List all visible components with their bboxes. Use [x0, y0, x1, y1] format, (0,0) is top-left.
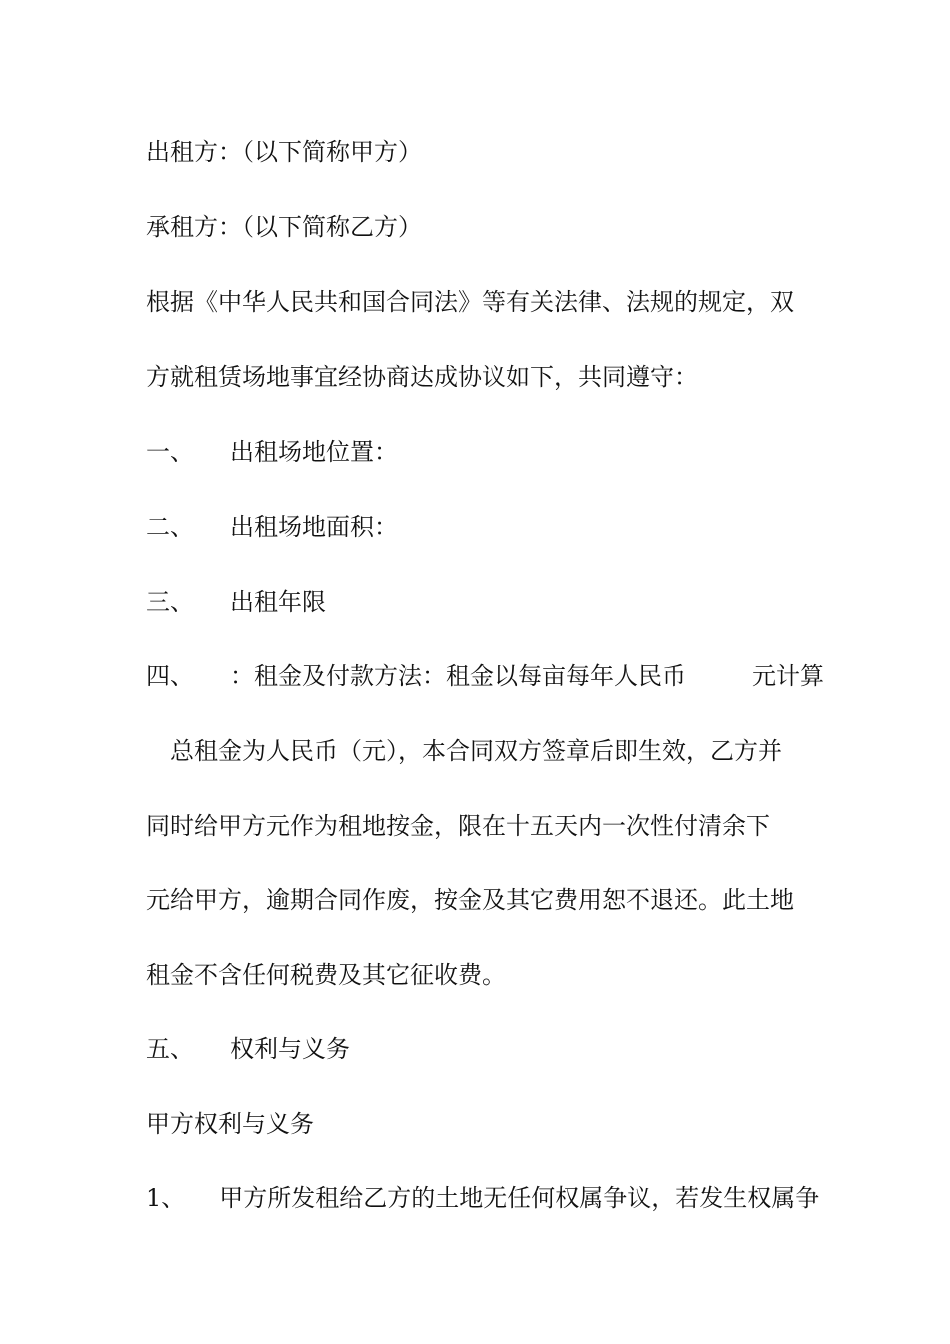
party-a-heading	[146, 1104, 806, 1144]
clause-1-text: 甲方所发租给乙方的土地无任何权属争议，若发生权属争	[219, 1184, 820, 1212]
lessee-text: 承租方：（以下简称乙方）	[146, 213, 422, 241]
clause-1	[146, 1178, 820, 1218]
item-5-number: 五、	[146, 1035, 194, 1063]
preamble-text-1: 根据《中华人民共和国合同法》等有关法律、法规的规定，双	[146, 288, 794, 316]
item-4-continuation-2	[146, 806, 806, 846]
item-5-text: 权利与义务	[230, 1035, 350, 1063]
item-4-continuation-3	[146, 880, 806, 920]
item-2-text: 出租场地面积：	[230, 513, 398, 541]
lessor-line	[146, 132, 806, 172]
item-5	[146, 1029, 806, 1069]
preamble-text-2: 方就租赁场地事宜经协商达成协议如下，共同遵守：	[146, 363, 698, 391]
item-1-text: 出租场地位置：	[230, 438, 398, 466]
lessee-line	[146, 207, 806, 247]
preamble-line-1	[146, 282, 806, 322]
item-4-continuation-4	[146, 955, 806, 995]
preamble-line-2	[146, 357, 806, 397]
party-a-heading-text: 甲方权利与义务	[146, 1110, 314, 1138]
item-2-number: 二、	[146, 513, 194, 541]
item-2	[146, 507, 806, 547]
item-4-number: 四、	[146, 662, 194, 690]
item-3-number: 三、	[146, 588, 194, 616]
item-1-number: 一、	[146, 438, 194, 466]
item-4-text-b: 元计算	[752, 662, 824, 690]
item-4-continuation-1	[146, 731, 830, 771]
item-4-cont-text-4: 租金不含任何税费及其它征收费。	[146, 961, 506, 989]
item-3	[146, 582, 806, 622]
item-4-cont-text-1: 总租金为人民币（元），本合同双方签章后即生效，乙方并	[170, 737, 782, 765]
item-3-text: 出租年限	[230, 588, 326, 616]
clause-1-number: 1、	[146, 1184, 186, 1212]
item-4-text-a: ：租金及付款方法：租金以每亩每年人民币	[230, 662, 686, 690]
item-1	[146, 432, 806, 472]
lessor-text: 出租方：（以下简称甲方）	[146, 138, 422, 166]
item-4-cont-text-2: 同时给甲方元作为租地按金，限在十五天内一次性付清余下	[146, 812, 770, 840]
item-4-cont-text-3: 元给甲方，逾期合同作废，按金及其它费用恕不退还。此土地	[146, 886, 794, 914]
item-4	[146, 656, 824, 696]
